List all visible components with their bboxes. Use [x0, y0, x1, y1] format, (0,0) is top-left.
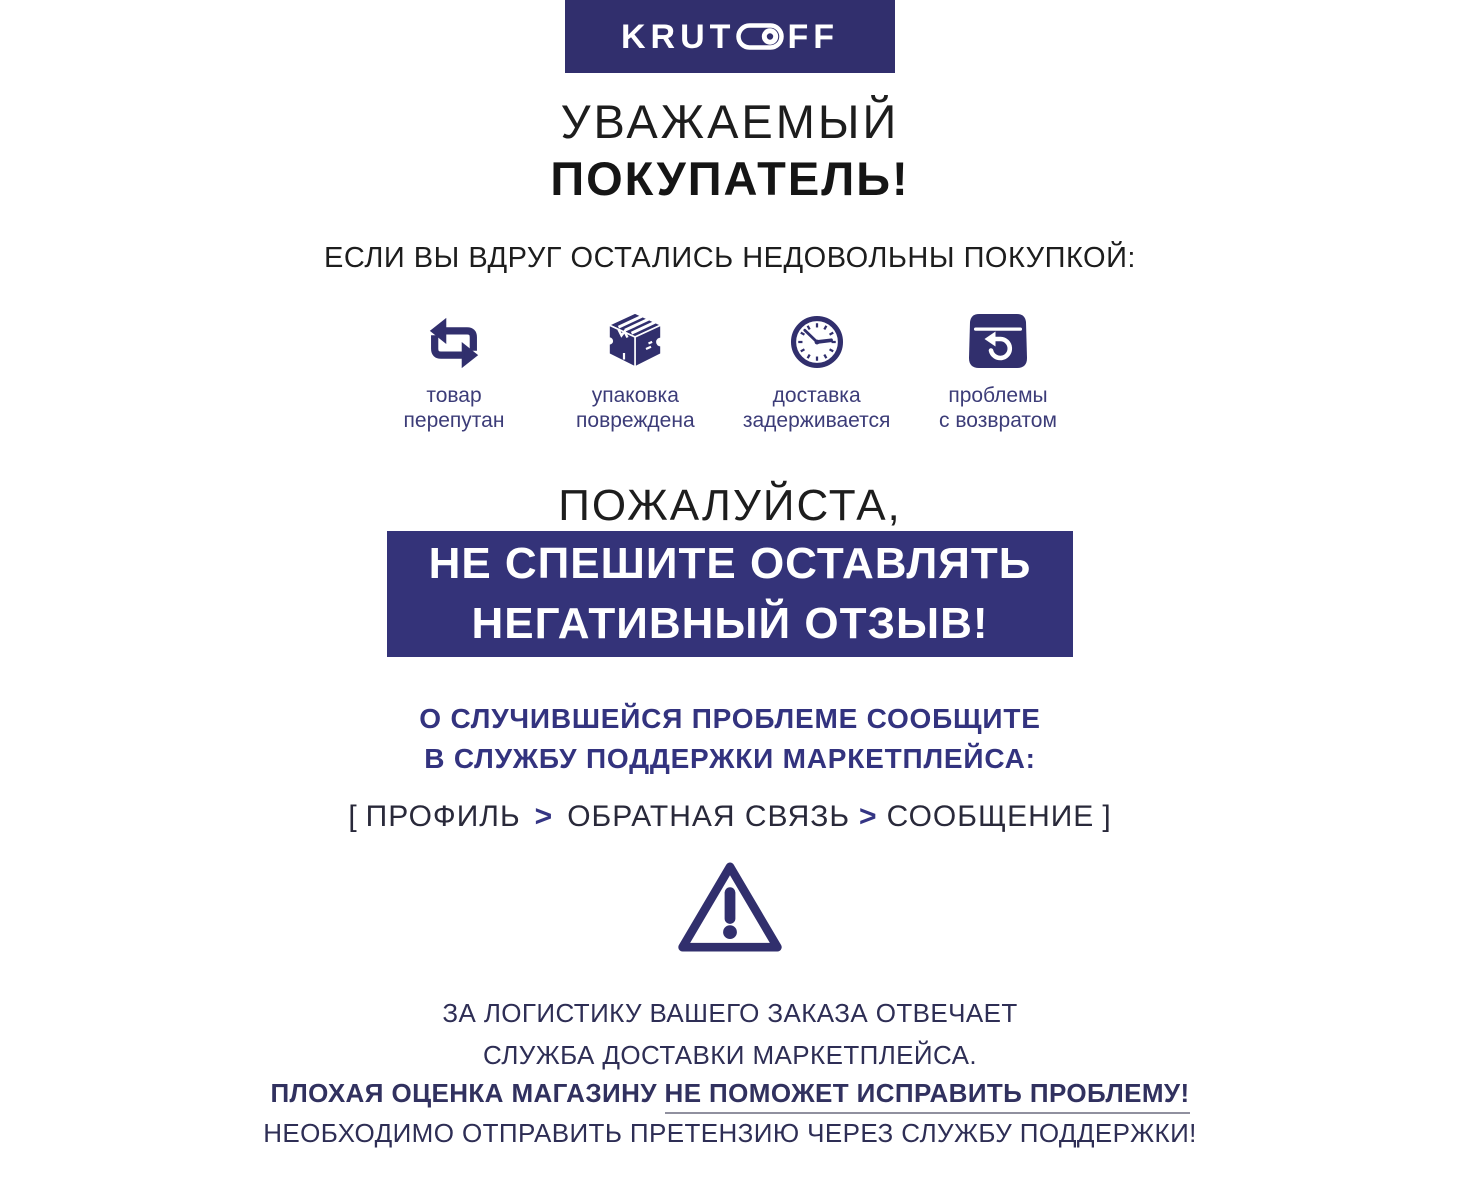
path-step-message: СООБЩЕНИЕ [886, 800, 1095, 833]
no-negative-review-banner [387, 531, 1073, 657]
banner-line-2: НЕГАТИВНЫЙ ОТЗЫВ! [471, 599, 989, 648]
chevron-right-icon: > [859, 800, 878, 833]
path-bracket-open: [ [348, 800, 358, 833]
footer-line-1: ЗА ЛОГИСТИКУ ВАШЕГО ЗАКАЗА ОТВЕЧАЕТ [442, 998, 1018, 1028]
issue-label: упаковка повреждена [576, 384, 695, 432]
path-step-profile: ПРОФИЛЬ [365, 800, 521, 833]
support-text-line-2: В СЛУЖБУ ПОДДЕРЖКИ МАРКЕТПЛЕЙСА: [424, 743, 1036, 774]
footer-underlined-text: НЕ ПОМОЖЕТ ИСПРАВИТЬ ПРОБЛЕМУ! [665, 1078, 1190, 1114]
banner-line-1: НЕ СПЕШИТЕ ОСТАВЛЯТЬ [428, 539, 1032, 589]
toggle-switch-icon [735, 23, 787, 50]
issue-item-return-problems [908, 306, 1088, 434]
support-path [0, 800, 1460, 834]
issue-item-delivery-delayed [727, 306, 907, 434]
return-box-icon [965, 306, 1031, 372]
please-text: ПОЖАЛУЙСТА, [558, 481, 902, 530]
greeting-line-2: ПОКУПАТЕЛЬ! [550, 152, 910, 205]
path-bracket-close: ] [1102, 800, 1112, 833]
clock-icon [787, 306, 847, 372]
brand-logo-text-prefix: KRUT [621, 17, 736, 56]
issue-label: товар перепутан [403, 384, 505, 432]
issue-item-wrong-product [364, 306, 544, 434]
footer-line-4: НЕОБХОДИМО ОТПРАВИТЬ ПРЕТЕНЗИЮ ЧЕРЕЗ СЛУЖБУ ПОДДЕРЖКИ! [263, 1118, 1197, 1148]
issues-row [364, 306, 1088, 434]
brand-logo-bar [565, 0, 895, 73]
issue-label: доставка задерживается [742, 384, 891, 432]
footer-line-3 [0, 1078, 1460, 1109]
brand-logo [621, 17, 839, 56]
issue-label: проблемы с возвратом [939, 384, 1057, 432]
chevron-right-icon: > [534, 800, 554, 833]
swap-arrows-icon [423, 306, 485, 372]
issue-item-damaged-packaging [545, 306, 725, 434]
footer-line-2: СЛУЖБА ДОСТАВКИ МАРКЕТПЛЕЙСА. [483, 1040, 977, 1070]
greeting-line-1: УВАЖАЕМЫЙ [560, 95, 900, 148]
support-text-line-1: О СЛУЧИВШЕЙСЯ ПРОБЛЕМЕ СООБЩИТЕ [419, 703, 1041, 734]
intro-text: ЕСЛИ ВЫ ВДРУГ ОСТАЛИСЬ НЕДОВОЛЬНЫ ПОКУПКОЙ: [324, 242, 1136, 274]
path-step-feedback: ОБРАТНАЯ СВЯЗЬ [567, 800, 851, 833]
warning-triangle-icon [0, 858, 1460, 961]
damaged-box-icon [603, 306, 667, 372]
footer-bold-text: ПЛОХАЯ ОЦЕНКА МАГАЗИНУ [270, 1078, 657, 1108]
brand-logo-text-suffix: FF [787, 17, 839, 56]
